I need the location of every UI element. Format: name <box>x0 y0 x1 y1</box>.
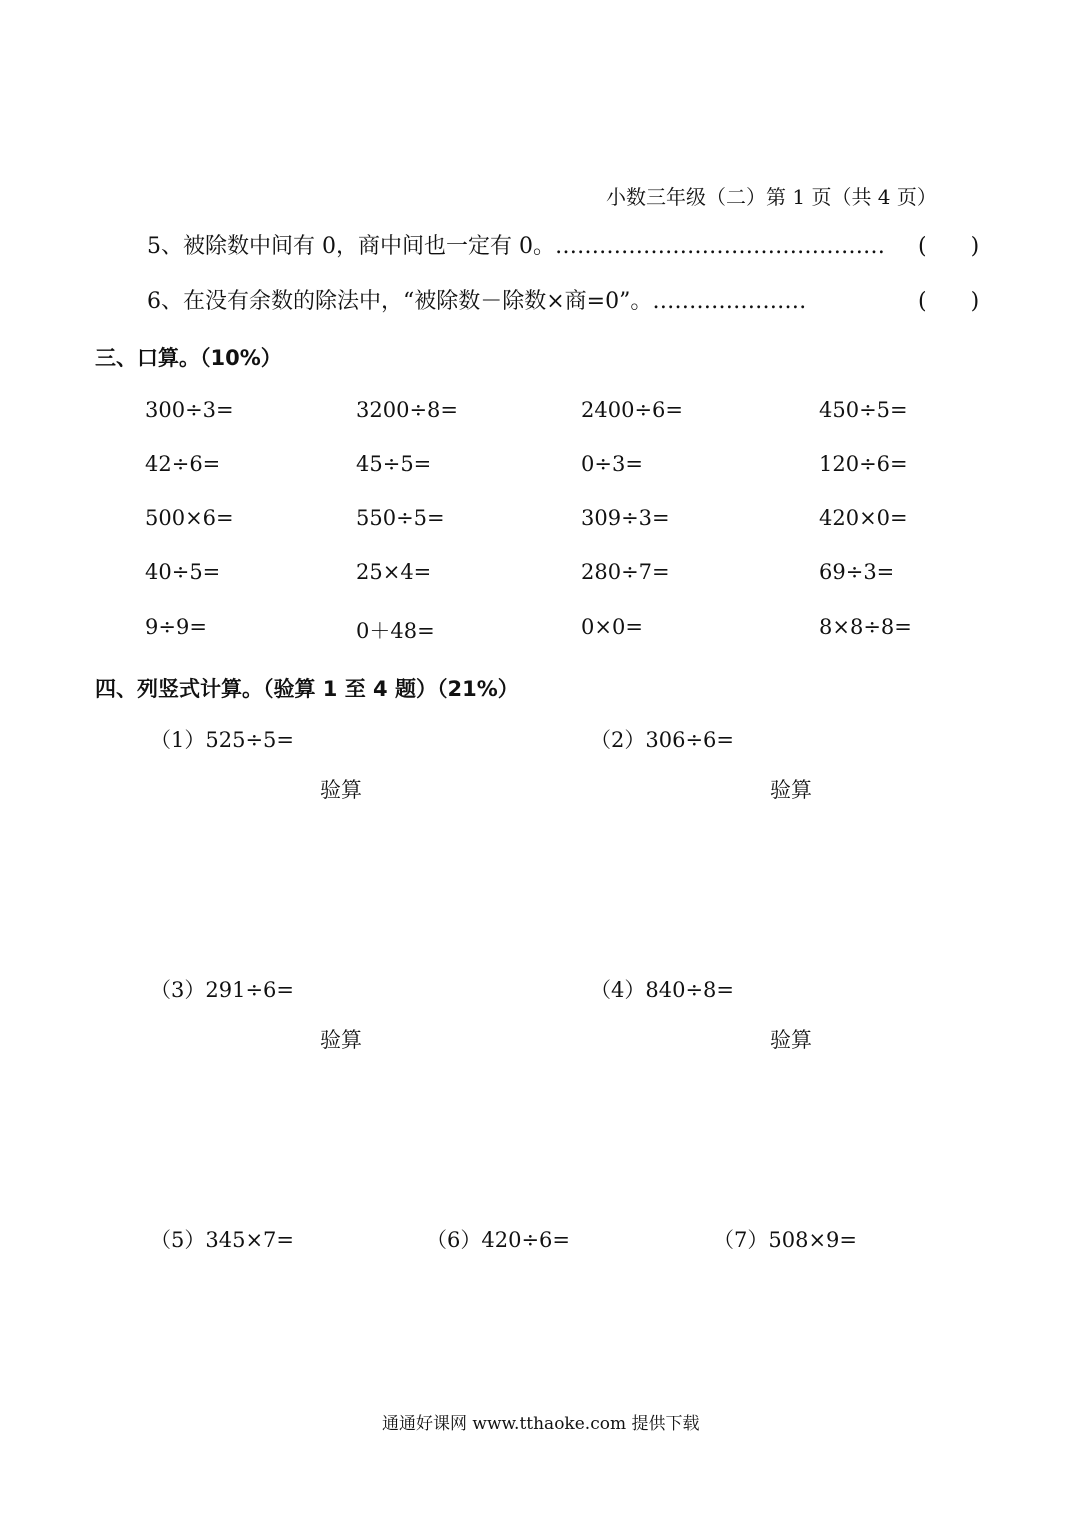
mental-math-item: 2400÷6= <box>581 398 683 422</box>
mental-math-item: 550÷5= <box>356 506 445 530</box>
mental-math-item: 120÷6= <box>819 452 908 476</box>
mental-math-item: 300÷3= <box>145 398 234 422</box>
problem-2: （2）306÷6= <box>590 728 734 752</box>
mental-math-item: 45÷5= <box>356 452 432 476</box>
check-label: 验算 <box>770 778 812 802</box>
true-false-item-5 <box>147 229 885 260</box>
problem-1: （1）525÷5= <box>150 728 294 752</box>
mental-math-item: 69÷3= <box>819 560 895 584</box>
problem-3: （3）291÷6= <box>150 978 294 1002</box>
mental-math-item: 3200÷8= <box>356 398 458 422</box>
answer-paren-5: ( ) <box>918 234 980 259</box>
mental-math-item: 25×4= <box>356 560 432 584</box>
mental-math-item: 309÷3= <box>581 506 670 530</box>
problem-5: （5）345×7= <box>150 1228 294 1252</box>
mental-math-item: 500×6= <box>145 506 234 530</box>
mental-math-item: 280÷7= <box>581 560 670 584</box>
section-3-title: 三、口算。（10%） <box>95 346 282 370</box>
check-label: 验算 <box>320 1028 362 1052</box>
check-label: 验算 <box>770 1028 812 1052</box>
mental-math-item: 0＋48= <box>356 619 435 643</box>
mental-math-item: 40÷5= <box>145 560 221 584</box>
mental-math-item: 0×0= <box>581 615 643 639</box>
section-4-title: 四、列竖式计算。（验算 1 至 4 题）（21%） <box>95 677 519 701</box>
true-false-item-6 <box>147 284 806 315</box>
statement-text: 5、被除数中间有 0，商中间也一定有 0。……………………………………… <box>147 234 885 259</box>
page-footer: 通通好课网 www.tthaoke.com 提供下载 <box>382 1414 700 1434</box>
mental-math-item: 8×8÷8= <box>819 615 912 639</box>
statement-text: 6、在没有余数的除法中，“被除数－除数×商=0”。………………… <box>147 289 807 314</box>
problem-6: （6）420÷6= <box>426 1228 570 1252</box>
problem-4: （4）840÷8= <box>590 978 734 1002</box>
mental-math-item: 0÷3= <box>581 452 643 476</box>
mental-math-item: 9÷9= <box>145 615 207 639</box>
problem-7: （7）508×9= <box>713 1228 857 1252</box>
check-label: 验算 <box>320 778 362 802</box>
page-header: 小数三年级（二）第 1 页（共 4 页） <box>606 185 937 209</box>
answer-paren-6: ( ) <box>918 289 980 314</box>
mental-math-item: 450÷5= <box>819 398 908 422</box>
mental-math-item: 42÷6= <box>145 452 221 476</box>
mental-math-item: 420×0= <box>819 506 908 530</box>
